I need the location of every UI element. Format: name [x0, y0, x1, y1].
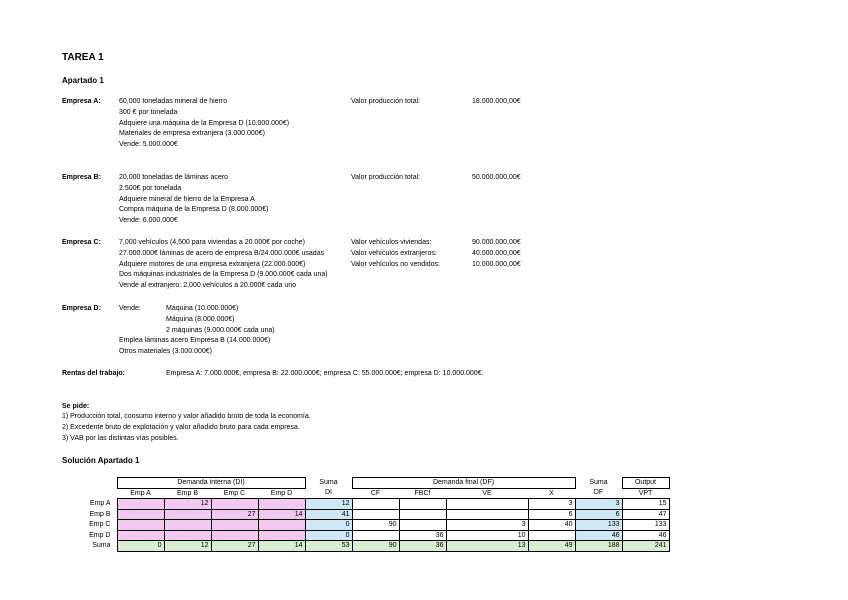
empresa-b-line: 20,000 toneladas de láminas acero [119, 174, 228, 181]
empresa-c-kv-label: Valor vehículos viviendas: [351, 239, 432, 246]
row-label: Emp B [89, 510, 111, 518]
group-di-header: Demanda interna (DI) [117, 478, 305, 489]
empresa-c-kv-labels [351, 238, 440, 270]
empresa-d-vende-item: Máquina (8.000.000€) [166, 315, 235, 323]
table-row [62, 509, 669, 520]
row-label: Emp C [89, 521, 111, 528]
table-cell [352, 530, 399, 541]
empresa-d-vende-label: Vende: [119, 305, 141, 312]
sepide-label: Se pide: [62, 403, 90, 410]
empresa-d-lines [119, 336, 270, 358]
empresa-a-label: Empresa A: [62, 98, 101, 105]
table-cell: 47 [622, 509, 669, 520]
column-header: DF [593, 489, 604, 497]
table-cell: 0 [305, 520, 352, 531]
column-header: Emp A [130, 489, 151, 497]
empresa-b-kv-label: Valor producción total: [351, 174, 421, 181]
column-header: Emp C [223, 489, 246, 497]
table-cell: 49 [528, 541, 575, 552]
table-cell [528, 530, 575, 541]
table-cell: 90 [352, 520, 399, 531]
table-row [62, 499, 669, 510]
table-cell [352, 509, 399, 520]
table-cell [117, 509, 164, 520]
table-cell: 27 [211, 509, 258, 520]
table-cell: 36 [399, 541, 446, 552]
table-cell: 3 [446, 520, 528, 531]
empresa-b-line: Compra máquina de la Empresa D (8.000.000€) [119, 206, 269, 214]
empresa-b-line: Adquiere mineral de hierro de la Empresa A [119, 195, 255, 203]
table-cell: 10 [446, 530, 528, 541]
empresa-d-line: Otros materiales (3.000.000€) [119, 347, 212, 355]
empresa-a-line: Materiales de empresa extranjera (3.000.000€) [119, 130, 265, 138]
table-cell [211, 520, 258, 531]
table-cell [399, 520, 446, 531]
table-cell: 13 [446, 541, 528, 552]
table-cell: 188 [575, 541, 622, 552]
table-cell: 27 [211, 541, 258, 552]
column-header: CF [370, 489, 381, 497]
table-cell [164, 520, 211, 531]
row-label: Suma [92, 542, 111, 549]
group-df-header: Demanda final (DF) [352, 478, 575, 489]
column-header: Emp B [176, 489, 198, 497]
table-cell [211, 530, 258, 541]
sepide-item: 2) Excedente bruto de explotación y valor añadido bruto para cada empresa. [62, 423, 300, 431]
table-cell [211, 499, 258, 510]
table-cell: 12 [164, 499, 211, 510]
empresa-d-vende-item: 2 máquinas (9.000.000€ cada una) [166, 326, 275, 334]
output-header: Output [622, 478, 669, 489]
empresa-a-kv-value: 18.000.000,00€ [472, 98, 521, 105]
solution-table [62, 477, 670, 552]
empresa-c-kv-values [472, 238, 521, 270]
empresa-c-line: Vende al extranjero: 2,000 vehículos a 20.000€ cada uno [119, 282, 297, 290]
table-cell: 133 [622, 520, 669, 531]
table-total-row [62, 541, 669, 552]
table-cell: 53 [305, 541, 352, 552]
empresa-c-line: Dos máquinas industriales de la Empresa D (9.000.000€ cada una) [119, 271, 328, 279]
table-cell: 6 [575, 509, 622, 520]
empresa-b-label: Empresa B: [62, 174, 101, 181]
empresa-d-label: Empresa D: [62, 305, 101, 312]
column-header: DI [325, 489, 332, 497]
empresa-c-line: Adquiere motores de una empresa extranjera (22.000.000€) [119, 260, 306, 268]
table-cell: 46 [622, 530, 669, 541]
table-cell [117, 520, 164, 531]
table-cell: 40 [528, 520, 575, 531]
table-group-header-row [62, 478, 669, 489]
empresa-a-lines [119, 97, 289, 151]
row-label: Emp A [89, 500, 111, 507]
table-cell [258, 530, 305, 541]
table-cell: 36 [399, 530, 446, 541]
empresa-a-line: Vende: 5.000.000€ [119, 141, 178, 149]
table-cell: 14 [258, 509, 305, 520]
table-cell: 12 [164, 541, 211, 552]
table-cell [164, 509, 211, 520]
table-cell: 133 [575, 520, 622, 531]
empresa-c-kv-value: 10.000.000,00€ [472, 260, 521, 268]
empresa-a-line: Adquiere una máquina de la Empresa D (10.000.000€) [119, 119, 290, 127]
table-cell [399, 509, 446, 520]
table-cell: 241 [622, 541, 669, 552]
empresa-c-kv-label: Valor vehículos no vendidos: [351, 260, 440, 268]
table-cell: 12 [305, 499, 352, 510]
table-cell [446, 509, 528, 520]
empresa-a-kv-label: Valor producción total: [351, 98, 421, 105]
sepide-item: 3) VAB por las distintas vías posibles. [62, 434, 179, 442]
empresa-c-lines [119, 238, 328, 292]
column-header: FBCf [414, 489, 431, 497]
table-cell [258, 499, 305, 510]
empresa-b-line: Vende: 6.000.000€ [119, 217, 178, 225]
empresa-a-line: 300 € por tonelada [119, 108, 178, 116]
empresa-c-kv-label: Valor vehículos extranjeros: [351, 249, 437, 257]
sepide-item: 1) Producción total, consumo interno y valor añadido bruto de toda la economía. [62, 413, 311, 420]
table-cell: 90 [352, 541, 399, 552]
empresa-b-kv-value: 50.000.000,00€ [472, 174, 521, 181]
empresa-d-line: Emplea láminas acero Empresa B (14.000.000€) [119, 337, 271, 344]
rentas-text: Empresa A: 7.000.000€; empresa B: 22.000.000€; empresa C: 55.000.000€; empresa D: 10.000.000€. [166, 370, 484, 377]
solucion-heading: Solución Apartado 1 [62, 456, 140, 465]
empresa-c-line: 7,000 vehículos (4,500 para viviendas a 20.000€ por coche) [119, 239, 306, 246]
table-cell: 3 [528, 499, 575, 510]
page-title: TAREA 1 [62, 52, 104, 63]
empresa-c-kv-value: 40.000.000,00€ [472, 249, 521, 257]
empresa-d-vende-item: Máquina (10.000.000€) [166, 305, 239, 312]
table-cell: 14 [258, 541, 305, 552]
table-cell: 15 [622, 499, 669, 510]
empresa-c-kv-value: 90.000.000,00€ [472, 239, 521, 246]
column-header: VE [482, 489, 492, 497]
table-cell: 46 [575, 530, 622, 541]
empresa-b-line: 2.500€ por tonelada [119, 184, 182, 192]
suma-di-header: Suma [319, 479, 338, 486]
table-cell [258, 520, 305, 531]
table-cell: 3 [575, 499, 622, 510]
section-heading: Apartado 1 [62, 76, 104, 85]
column-header: VPT [638, 489, 653, 497]
sepide-list [62, 412, 311, 444]
rentas-label: Rentas del trabajo: [62, 370, 126, 377]
column-header: Emp D [270, 489, 293, 497]
table-cell: 0 [305, 530, 352, 541]
table-cell [352, 499, 399, 510]
table-cell [117, 499, 164, 510]
table-cell: 6 [528, 509, 575, 520]
table-row [62, 530, 669, 541]
table-row [62, 520, 669, 531]
empresa-b-lines [119, 173, 268, 227]
table-cell [446, 499, 528, 510]
table-cell [399, 499, 446, 510]
row-label: Emp D [89, 531, 111, 539]
table-cell: 0 [117, 541, 164, 552]
table-cell [117, 530, 164, 541]
empresa-a-line: 60,000 toneladas mineral de hierro [119, 98, 228, 105]
column-header: X [549, 489, 554, 497]
table-column-header-row [62, 488, 669, 499]
empresa-d-vende-items [166, 304, 275, 336]
table-cell: 41 [305, 509, 352, 520]
empresa-c-line: 27.000.000€ láminas de acero de empresa B/24.000.000€ usadas [119, 249, 325, 257]
table-cell [164, 530, 211, 541]
empresa-c-label: Empresa C: [62, 239, 101, 246]
suma-df-header: Suma [589, 479, 608, 486]
